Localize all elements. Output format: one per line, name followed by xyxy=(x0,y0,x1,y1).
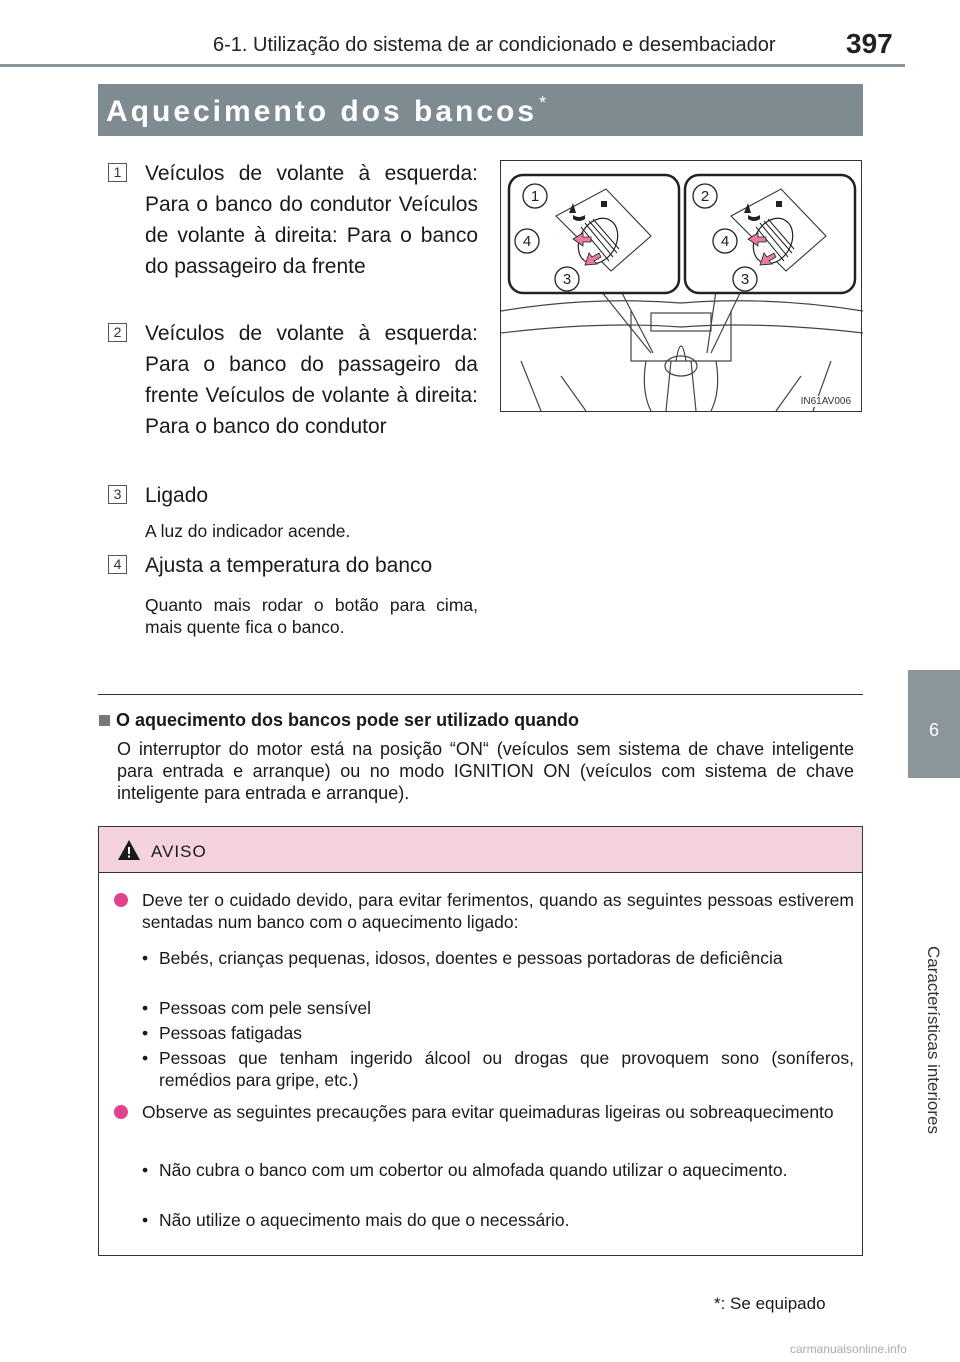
bullet: • xyxy=(142,1210,149,1230)
subitem-text: Não utilize o aquecimento mais do que o necessário. xyxy=(159,1210,570,1230)
bullet: • xyxy=(142,948,149,968)
warning-header xyxy=(99,827,862,873)
bullet: • xyxy=(142,1023,149,1043)
warning-subitem xyxy=(142,1047,854,1091)
equipped-mark: * xyxy=(539,93,550,113)
warning-label: AVISO xyxy=(151,842,207,861)
callout-number: 3 xyxy=(740,271,750,288)
figure-code: IN61AV006 xyxy=(800,396,851,407)
item-number: 2 xyxy=(108,323,127,342)
section-title: 6-1. Utilização do sistema de ar condicionado e desembaciador xyxy=(213,34,776,56)
callout-number: 1 xyxy=(530,188,540,205)
pink-bullet-icon xyxy=(114,1105,128,1119)
list-item-2 xyxy=(108,318,478,442)
callout-number: 4 xyxy=(522,233,532,250)
banner-title: Aquecimento dos bancos xyxy=(106,95,538,128)
chapter-number: 6 xyxy=(928,720,939,740)
condition-body: O interruptor do motor está na posição “ON“ (veículos sem sistema de chave inteligente para entrada e arranque) ou no modo IGNITION ON (veículos com sistema de chave inteligente para entrada e arranque). xyxy=(117,739,854,803)
chapter-label: Características interiores xyxy=(924,945,943,1135)
warning-triangle-icon xyxy=(117,839,141,861)
subitem-text: Não cubra o banco com um cobertor ou almofada quando utilizar o aquecimento. xyxy=(159,1160,788,1180)
pink-bullet-icon xyxy=(114,893,128,907)
section-divider xyxy=(98,694,863,695)
subitem-text: Bebés, crianças pequenas, idosos, doentes e pessoas portadoras de deficiência xyxy=(159,948,783,968)
item-note: Quanto mais rodar o botão para cima, mais quente fica o banco. xyxy=(145,595,478,637)
list-item-1 xyxy=(108,158,478,282)
item-number: 1 xyxy=(108,163,127,182)
callout-number: 4 xyxy=(720,233,730,250)
warning-point-text: Observe as seguintes precauções para evitar queimaduras ligeiras ou sobreaquecimento xyxy=(142,1102,834,1122)
list-item-4 xyxy=(108,550,478,581)
condition-title: O aquecimento dos bancos pode ser utilizado quando xyxy=(116,710,580,730)
chapter-tab[interactable] xyxy=(908,670,960,778)
header-rule xyxy=(0,64,905,67)
item-number: 4 xyxy=(108,555,127,574)
subitem-text: Pessoas fatigadas xyxy=(159,1023,303,1043)
square-bullet-icon xyxy=(99,715,110,726)
warning-box xyxy=(98,826,863,1256)
seat-heater-illustration xyxy=(500,160,862,412)
warning-subitem xyxy=(142,1022,854,1044)
bullet: • xyxy=(142,1160,149,1180)
item-text: Veículos de volante à esquerda: Para o banco do passageiro da frente Veículos de volante à direita: Para o banco do condutor xyxy=(145,322,478,438)
list-item-3 xyxy=(108,480,478,511)
callout-number: 3 xyxy=(562,271,572,288)
item-text: Ligado xyxy=(145,484,209,507)
footnote: *: Se equipado xyxy=(714,1294,826,1313)
condition-heading xyxy=(99,710,579,731)
watermark: carmanualsonline.info xyxy=(790,1342,907,1356)
warning-point xyxy=(142,889,854,933)
item-text: Ajusta a temperatura do banco xyxy=(145,554,433,577)
warning-point xyxy=(142,1101,854,1123)
page-number: 397 xyxy=(846,28,893,59)
section-banner xyxy=(98,84,863,136)
illustration-svg xyxy=(501,161,863,413)
warning-subitem xyxy=(142,1209,854,1231)
item-note: A luz do indicador acende. xyxy=(145,521,351,541)
subitem-text: Pessoas que tenham ingerido álcool ou drogas que provoquem sono (soníferos, remédios para gripe, etc.) xyxy=(159,1048,854,1090)
subitem-text: Pessoas com pele sensível xyxy=(159,998,372,1018)
warning-subitem xyxy=(142,1159,854,1181)
warning-subitem xyxy=(142,997,854,1019)
bullet: • xyxy=(142,1048,149,1068)
warning-point-text: Deve ter o cuidado devido, para evitar ferimentos, quando as seguintes pessoas estiverem sentadas num banco com o aquecimento ligado: xyxy=(142,890,854,932)
item-number: 3 xyxy=(108,485,127,504)
warning-subitem xyxy=(142,947,854,969)
item-text: Veículos de volante à esquerda: Para o banco do condutor Veículos de volante à direita: Para o banco do passageiro da frente xyxy=(145,162,478,278)
bullet: • xyxy=(142,998,149,1018)
callout-number: 2 xyxy=(700,188,710,205)
